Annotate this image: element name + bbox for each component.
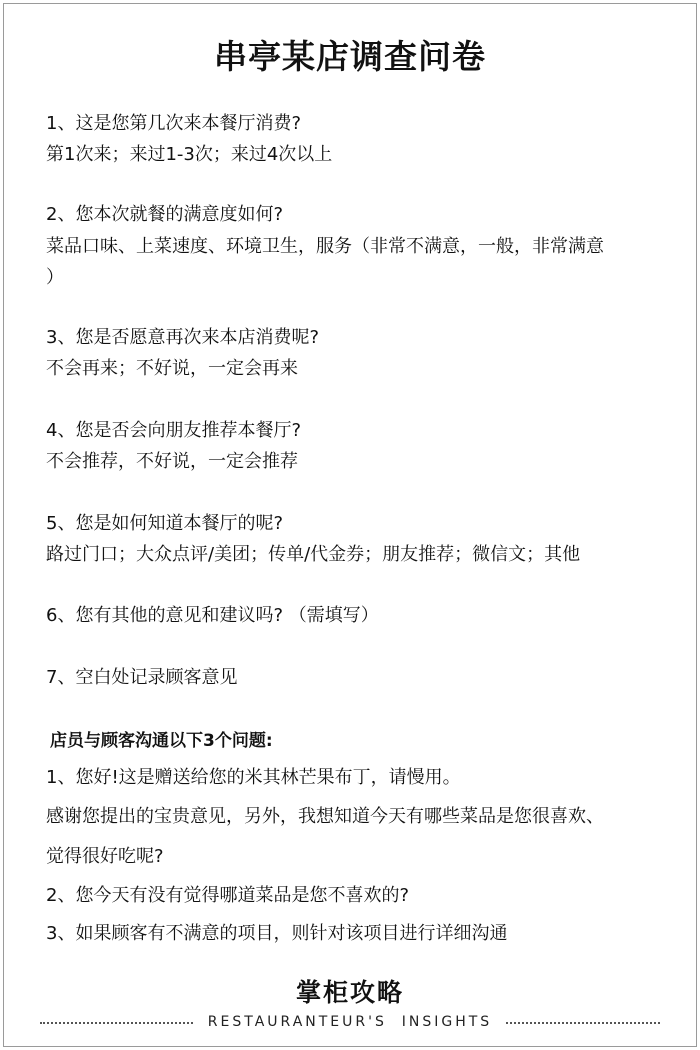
brand-tagline: RESTAURANTEUR'S INSIGHTS [207,1014,493,1030]
question-2: 2、您本次就餐的满意度如何? [46,204,284,225]
staff-item-1: 1、您好!这是赠送给您的米其林芒果布丁，请慢用。 [46,767,461,788]
question-6: 6、您有其他的意见和建议吗? （需填写） [46,605,379,626]
answer-4: 不会推荐，不好说，一定会推荐 [46,451,298,472]
question-3: 3、您是否愿意再次来本店消费呢? [46,327,320,348]
staff-item-1-text: 感谢您提出的宝贵意见，另外，我想知道今天有哪些菜品是您很喜欢、 [46,806,604,827]
brand-name: 掌柜攻略 [295,978,404,1007]
staff-heading: 店员与顾客沟通以下3个问题: [50,731,273,751]
answer-2: 菜品口味、上菜速度、环境卫生，服务（非常不满意，一般，非常满意 [46,236,604,257]
answer-5: 路过门口；大众点评/美团；传单/代金券；朋友推荐；微信文；其他 [46,544,581,565]
footer-tagline-row [0,1012,700,1032]
answer-1: 第1次来；来过1-3次；来过4次以上 [46,144,333,165]
dotted-divider-right [506,1022,660,1024]
page-title: 串亭某店调查问卷 [214,37,486,76]
answer-3: 不会再来；不好说，一定会再来 [46,358,298,379]
answer-2-continued: ） [46,267,64,288]
staff-item-2: 2、您今天有没有觉得哪道菜品是您不喜欢的? [46,885,410,906]
question-1: 1、这是您第几次来本餐厅消费? [46,113,302,134]
question-5: 5、您是如何知道本餐厅的呢? [46,513,284,534]
staff-item-3: 3、如果顾客有不满意的项目，则针对该项目进行详细沟通 [46,923,508,944]
question-4: 4、您是否会向朋友推荐本餐厅? [46,420,302,441]
staff-item-1-text-continued: 觉得很好吃呢? [46,846,164,867]
question-7: 7、空白处记录顾客意见 [46,667,238,688]
